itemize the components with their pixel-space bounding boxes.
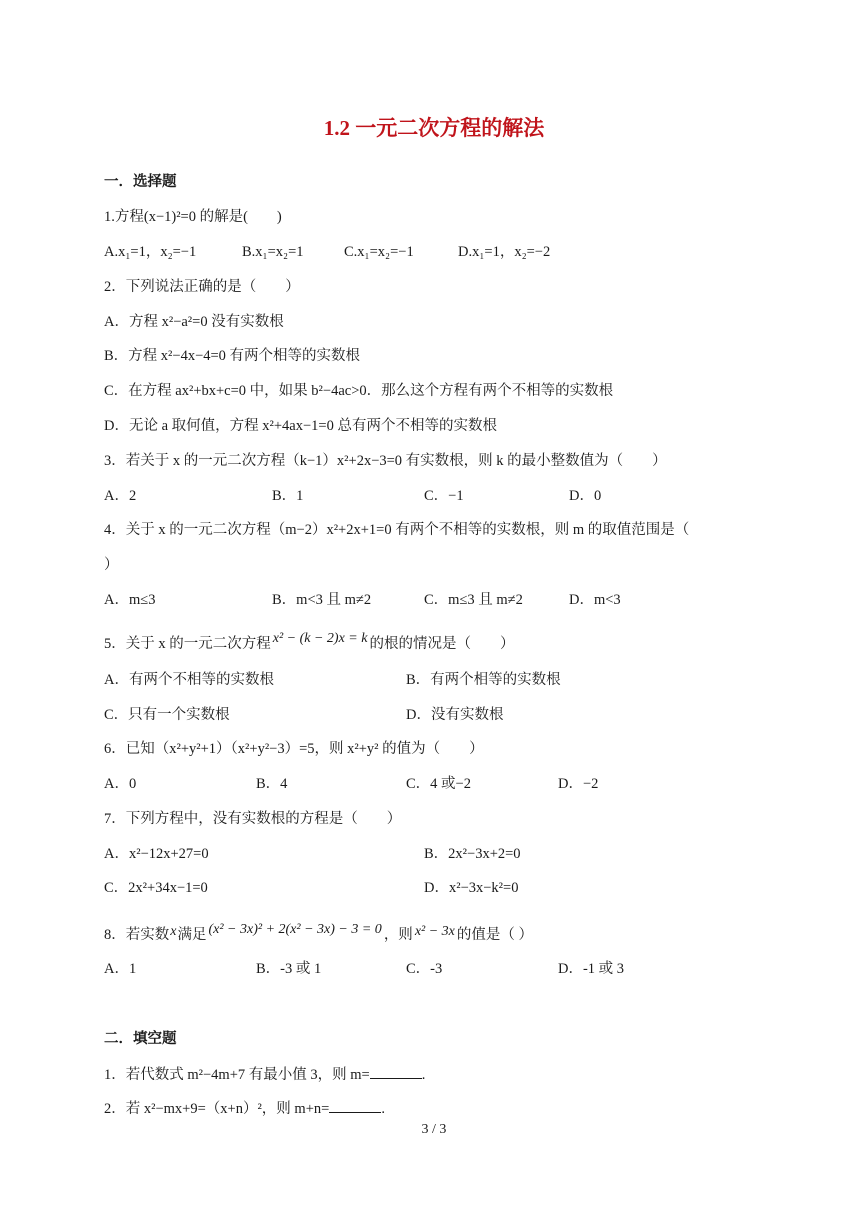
q1-option-b: B.x₁=x₂=1 xyxy=(242,244,304,260)
q8-post-pre: ，则 xyxy=(383,927,413,943)
f2-text: 2．若 x²−mx+9=（x+n）²，则 m+n= xyxy=(104,1101,330,1117)
question-1-stem: 1.方程(x−1)²=0 的解是( ) xyxy=(104,209,282,225)
question-8-stem xyxy=(104,922,534,946)
section-heading-choice: 一．选择题 xyxy=(104,174,177,190)
q5-stem-pre: 5．关于 x 的一元二次方程 xyxy=(104,636,271,652)
q3-option-d: D．0 xyxy=(569,488,602,504)
question-2-stem: 2．下列说法正确的是（ ） xyxy=(104,279,300,295)
q3-option-b: B．1 xyxy=(272,488,304,504)
page-title: 1.2 一元二次方程的解法 xyxy=(323,116,545,140)
q1-option-c: C.x₁=x₂=−1 xyxy=(344,244,414,260)
section-heading-fill: 二．填空题 xyxy=(104,1031,177,1047)
q5-stem-post: 的根的情况是（ ） xyxy=(369,636,515,652)
q8-stem-pre: 8．若实数 xyxy=(104,927,170,943)
q3-option-a: A．2 xyxy=(104,488,137,504)
q4-option-a: A．m≤3 xyxy=(104,592,156,608)
question-4-stem-cont: ） xyxy=(104,557,119,573)
q7-option-d: D．x²−3x−k²=0 xyxy=(424,880,519,896)
question-7-stem: 7．下列方程中，没有实数根的方程是（ ） xyxy=(104,811,402,827)
q6-option-a: A．0 xyxy=(104,776,137,792)
question-5-stem xyxy=(104,631,515,655)
question-6-stem: 6．已知（x²+y²+1）（x²+y²−3）=5，则 x²+y² 的值为（ ） xyxy=(104,741,484,757)
fill-question-2 xyxy=(104,1098,385,1119)
answer-blank[interactable] xyxy=(329,1098,381,1113)
q4-option-c: C．m≤3 且 m≠2 xyxy=(424,592,523,608)
q4-option-b: B．m<3 且 m≠2 xyxy=(272,592,372,608)
q4-option-d: D．m<3 xyxy=(569,592,621,608)
q3-option-c: C．−1 xyxy=(424,488,464,504)
f1-end: . xyxy=(421,1067,426,1083)
f2-end: . xyxy=(381,1101,385,1117)
q7-option-a: A．x²−12x+27=0 xyxy=(104,846,209,862)
question-3-stem: 3．若关于 x 的一元二次方程（k−1）x²+2x−3=0 有实数根，则 k 的最小整数值为（ ） xyxy=(104,453,667,469)
q6-option-d: D．−2 xyxy=(558,776,599,792)
q8-option-a: A．1 xyxy=(104,961,137,977)
q6-option-c: C．4 或−2 xyxy=(406,776,471,792)
q5-option-a: A．有两个不相等的实数根 xyxy=(104,672,274,688)
q8-option-b: B．-3 或 1 xyxy=(256,961,322,977)
q5-option-b: B．有两个相等的实数根 xyxy=(406,672,561,688)
q2-option-a: A．方程 x²−a²=0 没有实数根 xyxy=(104,314,284,330)
q8-mid: 满足 xyxy=(177,927,207,943)
question-4-stem: 4．关于 x 的一元二次方程（m−2）x²+2x+1=0 有两个不相等的实数根，则 m 的取值范围是（ xyxy=(104,522,690,538)
q5-formula: x² − (k − 2)x = k xyxy=(272,631,368,646)
q8-formula-2: x² − 3x xyxy=(414,924,455,939)
q7-option-c: C．2x²+34x−1=0 xyxy=(104,880,208,896)
q7-option-b: B．2x²−3x+2=0 xyxy=(424,846,521,862)
q8-var: x xyxy=(170,924,177,939)
q5-option-d: D．没有实数根 xyxy=(406,707,504,723)
q8-formula: (x² − 3x)² + 2(x² − 3x) − 3 = 0 xyxy=(208,922,382,937)
q8-option-d: D．-1 或 3 xyxy=(558,961,625,977)
q1-option-d: D.x₁=1，x₂=−2 xyxy=(458,244,551,260)
q2-option-b: B．方程 x²−4x−4=0 有两个相等的实数根 xyxy=(104,348,361,364)
q2-option-c: C．在方程 ax²+bx+c=0 中，如果 b²−4ac>0．那么这个方程有两个不相等的实数根 xyxy=(104,383,614,399)
answer-blank[interactable] xyxy=(370,1064,422,1079)
f1-text: 1．若代数式 m²−4m+7 有最小值 3，则 m= xyxy=(104,1067,370,1083)
q1-option-a: A.x₁=1，x₂=−1 xyxy=(104,244,197,260)
q5-option-c: C．只有一个实数根 xyxy=(104,707,230,723)
page-number: 3 / 3 xyxy=(421,1122,447,1137)
q8-post: 的值是（ ） xyxy=(456,927,534,943)
fill-question-1 xyxy=(104,1064,425,1085)
q8-option-c: C．-3 xyxy=(406,961,443,977)
q6-option-b: B．4 xyxy=(256,776,288,792)
q2-option-d: D．无论 a 取何值，方程 x²+4ax−1=0 总有两个不相等的实数根 xyxy=(104,418,497,434)
